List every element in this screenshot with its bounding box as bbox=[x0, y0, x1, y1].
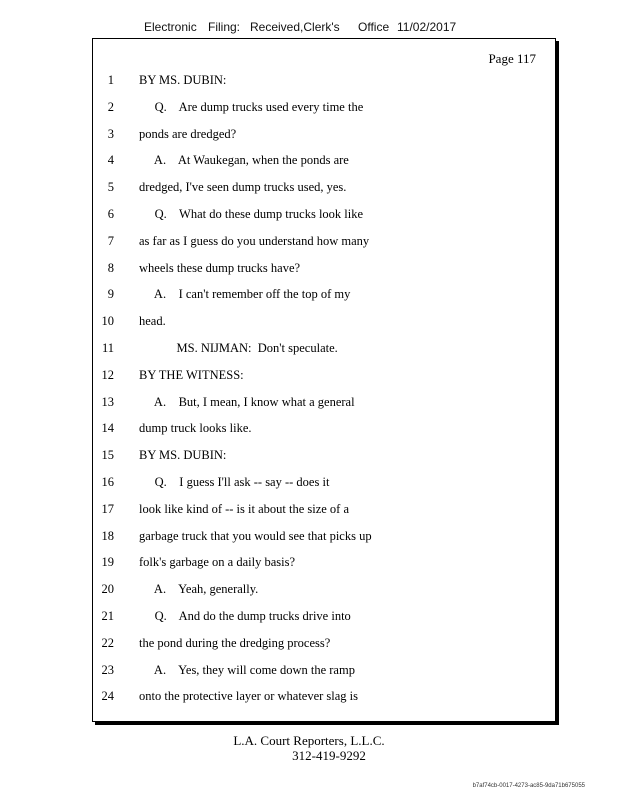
line-text: A. Yeah, generally. bbox=[139, 582, 259, 597]
line-number: 18 bbox=[101, 528, 114, 543]
line-number: 5 bbox=[107, 180, 114, 195]
line-text: BY THE WITNESS: bbox=[139, 367, 244, 382]
document-id: b7af74cb-0017-4273-ac85-9da71b675055 bbox=[472, 783, 585, 789]
transcript-line bbox=[93, 636, 553, 656]
line-text: ponds are dredged? bbox=[139, 126, 237, 141]
line-number: 10 bbox=[101, 314, 114, 329]
footer bbox=[0, 733, 618, 763]
filing-header bbox=[0, 20, 618, 38]
transcript-line bbox=[93, 421, 553, 441]
transcript-line bbox=[93, 368, 553, 388]
line-number: 15 bbox=[101, 448, 114, 463]
line-number: 2 bbox=[107, 99, 114, 114]
line-text: A. Yes, they will come down the ramp bbox=[139, 662, 355, 677]
line-text: Q. Are dump trucks used every time the bbox=[139, 99, 364, 114]
filing-header-received: Received,Clerk's bbox=[250, 20, 340, 34]
line-text: dredged, I've seen dump trucks used, yes. bbox=[139, 180, 347, 195]
footer-company: L.A. Court Reporters, L.L.C. bbox=[233, 733, 385, 748]
line-text: Q. I guess I'll ask -- say -- does it bbox=[139, 475, 330, 489]
transcript-line bbox=[93, 127, 553, 147]
transcript-line bbox=[93, 287, 553, 307]
line-text: MS. NIJMAN: Don't speculate. bbox=[139, 341, 338, 355]
transcript-line bbox=[93, 582, 553, 602]
line-text: A. I can't remember off the top of my bbox=[139, 287, 351, 302]
transcript-line bbox=[93, 180, 553, 200]
line-number: 16 bbox=[101, 475, 114, 489]
line-number: 8 bbox=[107, 260, 114, 275]
line-number: 13 bbox=[101, 394, 114, 409]
footer-phone: 312-419-9292 bbox=[292, 748, 366, 763]
line-number: 21 bbox=[101, 609, 114, 623]
line-text: wheels these dump trucks have? bbox=[139, 260, 301, 275]
transcript-line bbox=[93, 502, 553, 522]
line-number: 17 bbox=[101, 501, 114, 516]
line-number: 22 bbox=[101, 635, 114, 650]
transcript-line bbox=[93, 448, 553, 468]
transcript-line bbox=[93, 529, 553, 549]
transcript-line bbox=[93, 689, 553, 709]
line-text: look like kind of -- is it about the size of a bbox=[139, 501, 350, 516]
line-number: 6 bbox=[107, 207, 114, 221]
line-text: A. But, I mean, I know what a general bbox=[139, 394, 355, 409]
transcript-line bbox=[93, 207, 553, 227]
filing-header-date: 11/02/2017 bbox=[397, 20, 457, 34]
transcript-line bbox=[93, 395, 553, 415]
transcript-line bbox=[93, 153, 553, 173]
transcript-line bbox=[93, 73, 553, 93]
line-number: 23 bbox=[101, 662, 114, 677]
transcript-line bbox=[93, 555, 553, 575]
line-text: BY MS. DUBIN: bbox=[139, 448, 227, 463]
line-text: Q. And do the dump trucks drive into bbox=[139, 609, 351, 623]
line-number: 19 bbox=[101, 555, 114, 570]
line-text: A. At Waukegan, when the ponds are bbox=[139, 153, 349, 168]
transcript-line bbox=[93, 314, 553, 334]
line-text: folk's garbage on a daily basis? bbox=[139, 555, 296, 570]
line-text: onto the protective layer or whatever slag is bbox=[139, 689, 359, 704]
line-number: 14 bbox=[101, 421, 114, 436]
page-number: Page 117 bbox=[488, 51, 536, 66]
line-number: 4 bbox=[107, 153, 114, 168]
line-number: 12 bbox=[101, 367, 114, 382]
transcript-line bbox=[93, 234, 553, 254]
line-text: Q. What do these dump trucks look like bbox=[139, 207, 364, 221]
line-number: 11 bbox=[101, 341, 114, 355]
line-number: 7 bbox=[107, 233, 114, 248]
filing-header-office: Office bbox=[358, 20, 390, 34]
filing-header-filing: Filing: bbox=[208, 20, 241, 34]
transcript-line bbox=[93, 261, 553, 281]
transcript-line bbox=[93, 341, 553, 361]
line-number: 3 bbox=[107, 126, 114, 141]
line-text: the pond during the dredging process? bbox=[139, 635, 331, 650]
transcript-line bbox=[93, 609, 553, 629]
line-number: 1 bbox=[107, 73, 114, 87]
transcript-line bbox=[93, 475, 553, 495]
line-text: dump truck looks like. bbox=[139, 421, 252, 436]
transcript-line bbox=[93, 100, 553, 120]
line-number: 20 bbox=[101, 582, 114, 597]
transcript-page bbox=[92, 38, 556, 722]
line-text: BY MS. DUBIN: bbox=[139, 73, 227, 87]
filing-header-electronic: Electronic bbox=[144, 20, 197, 34]
line-text: as far as I guess do you understand how many bbox=[139, 233, 370, 248]
line-number: 24 bbox=[101, 689, 114, 704]
line-text: head. bbox=[139, 314, 166, 329]
line-number: 9 bbox=[107, 287, 114, 302]
line-text: garbage truck that you would see that picks up bbox=[139, 528, 372, 543]
transcript-line bbox=[93, 663, 553, 683]
